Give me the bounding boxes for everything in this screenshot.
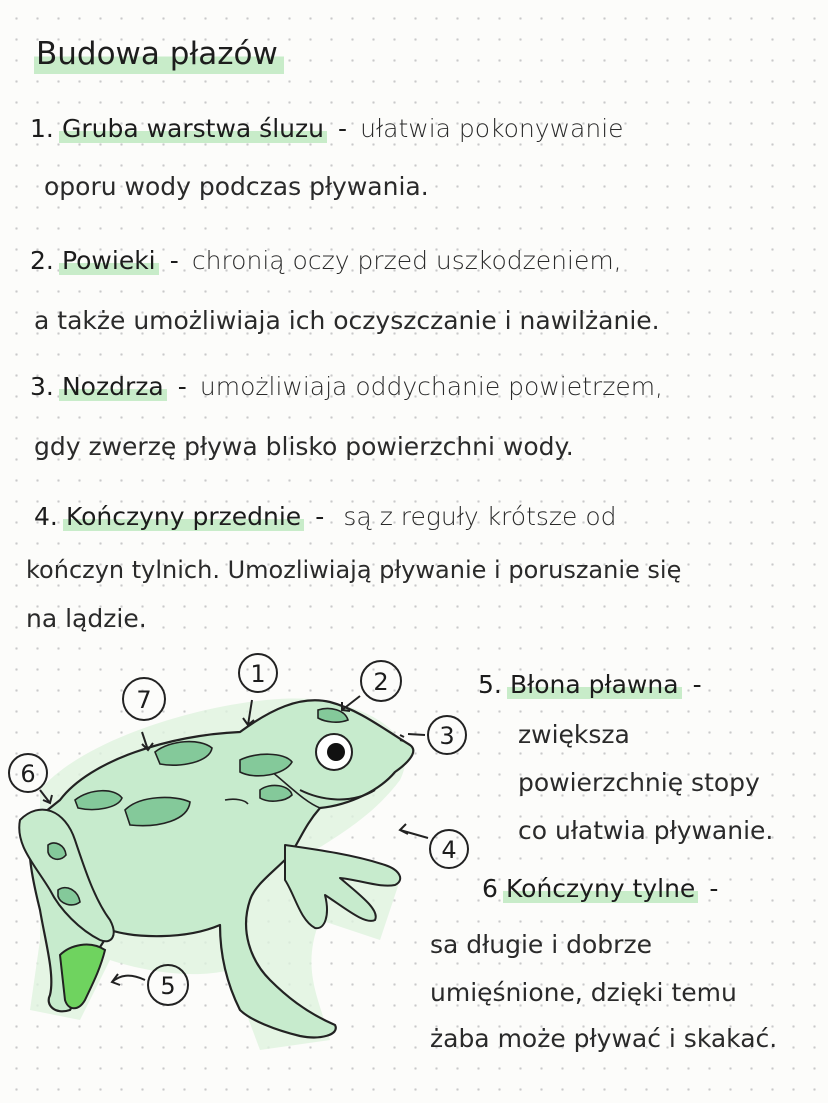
label-3: 3 [439,722,455,750]
point-4-line-3: na lądzie. [26,604,147,633]
point-5-line-1: zwiększa [518,720,630,749]
page-title: Budowa płazów [34,36,284,74]
point-term: Błona pławna [507,670,682,699]
point-number: 3. [30,372,54,401]
point-description: ułatwia pokonywanie [360,114,624,143]
point-term: Gruba warstwa śluzu [59,114,327,143]
point-5-line-2: powierzchnię stopy [518,768,760,797]
point-4-heading [34,502,617,531]
point-2-heading [30,246,622,275]
point-dash: - [177,372,187,401]
label-4: 4 [441,836,457,864]
point-dash: - [692,670,702,699]
point-3-heading [30,372,663,401]
label-1: 1 [250,660,266,688]
point-description: umożliwiaja oddychanie powietrzem, [199,372,664,401]
point-6-heading [482,874,718,903]
arrow-3 [408,734,425,735]
point-dash: - [338,114,348,143]
point-description: są z reguły krótsze od [343,502,617,531]
point-number: 5. [478,670,502,699]
point-3-line-2: gdy zwerzę pływa blisko powierzchni wody. [34,432,574,461]
point-4-line-2: kończyn tylnich. Umozliwiają pływanie i poruszanie się [26,556,682,584]
label-7: 7 [136,686,152,714]
point-term: Kończyny tylne [503,874,698,903]
point-description: chronią oczy przed uszkodzeniem, [191,246,622,275]
point-number: 6 [482,874,498,903]
point-term: Powieki [59,246,159,275]
label-2: 2 [373,668,389,696]
point-2-line-2: a także umożliwiaja ich oczyszczanie i nawilżanie. [34,306,660,335]
label-5: 5 [160,972,176,1000]
point-5-heading [478,670,702,699]
frog-diagram [0,640,470,1060]
point-5-line-3: co ułatwia pływanie. [518,816,774,845]
point-6-line-1: sa długie i dobrze [430,930,652,959]
point-number: 4. [34,502,58,531]
arrow-5 [112,974,145,985]
arrow-4 [400,824,428,838]
point-dash: - [169,246,179,275]
point-1-line-2: oporu wody podczas pływania. [44,172,429,201]
point-1-heading [30,114,624,143]
point-number: 2. [30,246,54,275]
point-6-line-3: żaba może pływać i skakać. [430,1024,778,1053]
point-term: Nozdrza [59,372,167,401]
point-6-line-2: umięśnione, dzięki temu [430,978,737,1007]
point-dash: - [709,874,719,903]
point-term: Kończyny przednie [63,502,304,531]
point-number: 1. [30,114,54,143]
label-6: 6 [20,760,36,788]
point-dash: - [315,502,325,531]
